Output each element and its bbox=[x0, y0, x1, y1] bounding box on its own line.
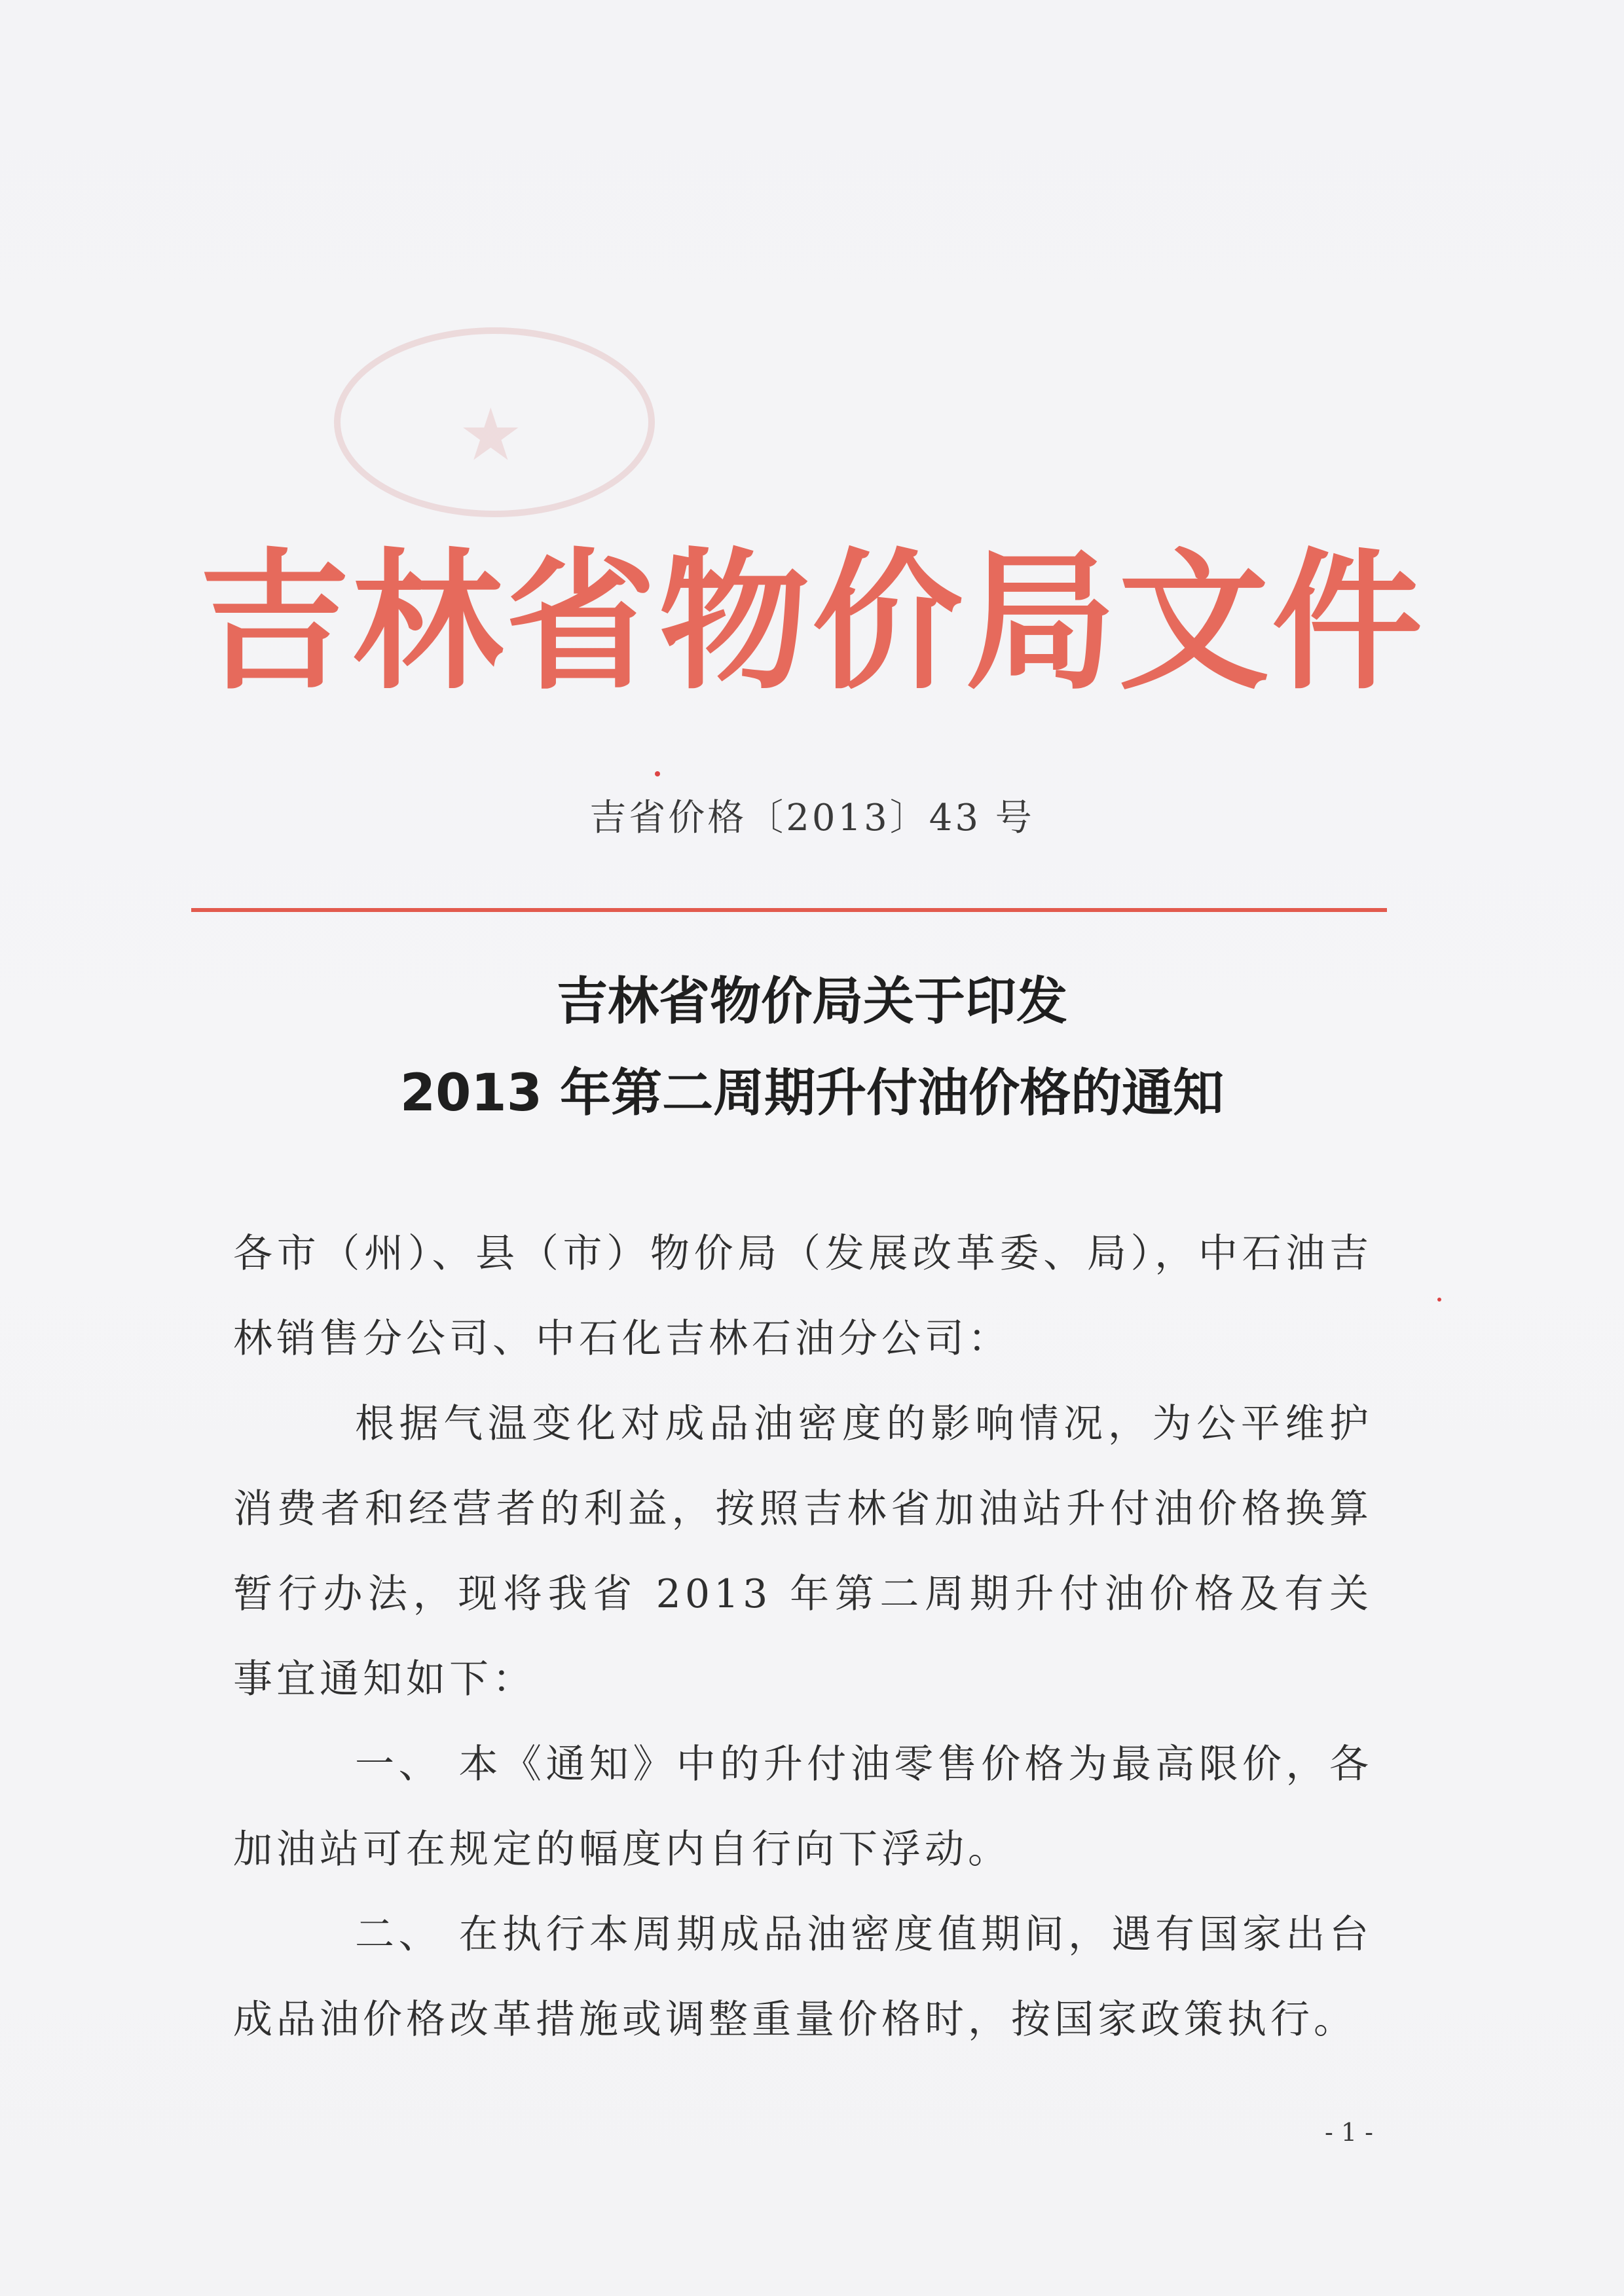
item-1-paragraph: 一、 本《通知》中的升付油零售价格为最高限价，各加油站可在规定的幅度内自行向下浮动。 bbox=[233, 1741, 1373, 1872]
masthead-title: 吉林省物价局文件 bbox=[198, 534, 1425, 710]
salutation-paragraph: 各市（州）、县（市）物价局（发展改革委、局），中石油吉林销售分公司、中石化吉林石油分公司： bbox=[233, 1231, 1373, 1362]
notice-title-line-2: 2013 年第二周期升付油价格的通知 bbox=[399, 1064, 1225, 1123]
red-divider-line bbox=[191, 908, 1387, 912]
notice-title-line-1: 吉林省物价局关于印发 bbox=[556, 972, 1067, 1031]
ink-speck bbox=[655, 771, 660, 776]
notice-title bbox=[196, 956, 1428, 1139]
star-bleed-through-icon: ★ bbox=[458, 393, 523, 477]
notice-body bbox=[233, 1211, 1373, 2062]
document-number: 吉省价格〔2013〕43 号 bbox=[589, 797, 1035, 839]
page-number: - 1 - bbox=[1324, 2118, 1373, 2147]
ink-speck bbox=[1437, 1298, 1441, 1302]
intro-paragraph: 根据气温变化对成品油密度的影响情况，为公平维护消费者和经营者的利益，按照吉林省加油站升付油价格换算暂行办法，现将我省 2013 年第二周期升付油价格及有关事宜通知如下： bbox=[233, 1401, 1373, 1702]
item-2-paragraph: 二、 在执行本周期成品油密度值期间，遇有国家出台成品油价格改革措施或调整重量价格时，按国家政策执行。 bbox=[233, 1912, 1373, 2043]
